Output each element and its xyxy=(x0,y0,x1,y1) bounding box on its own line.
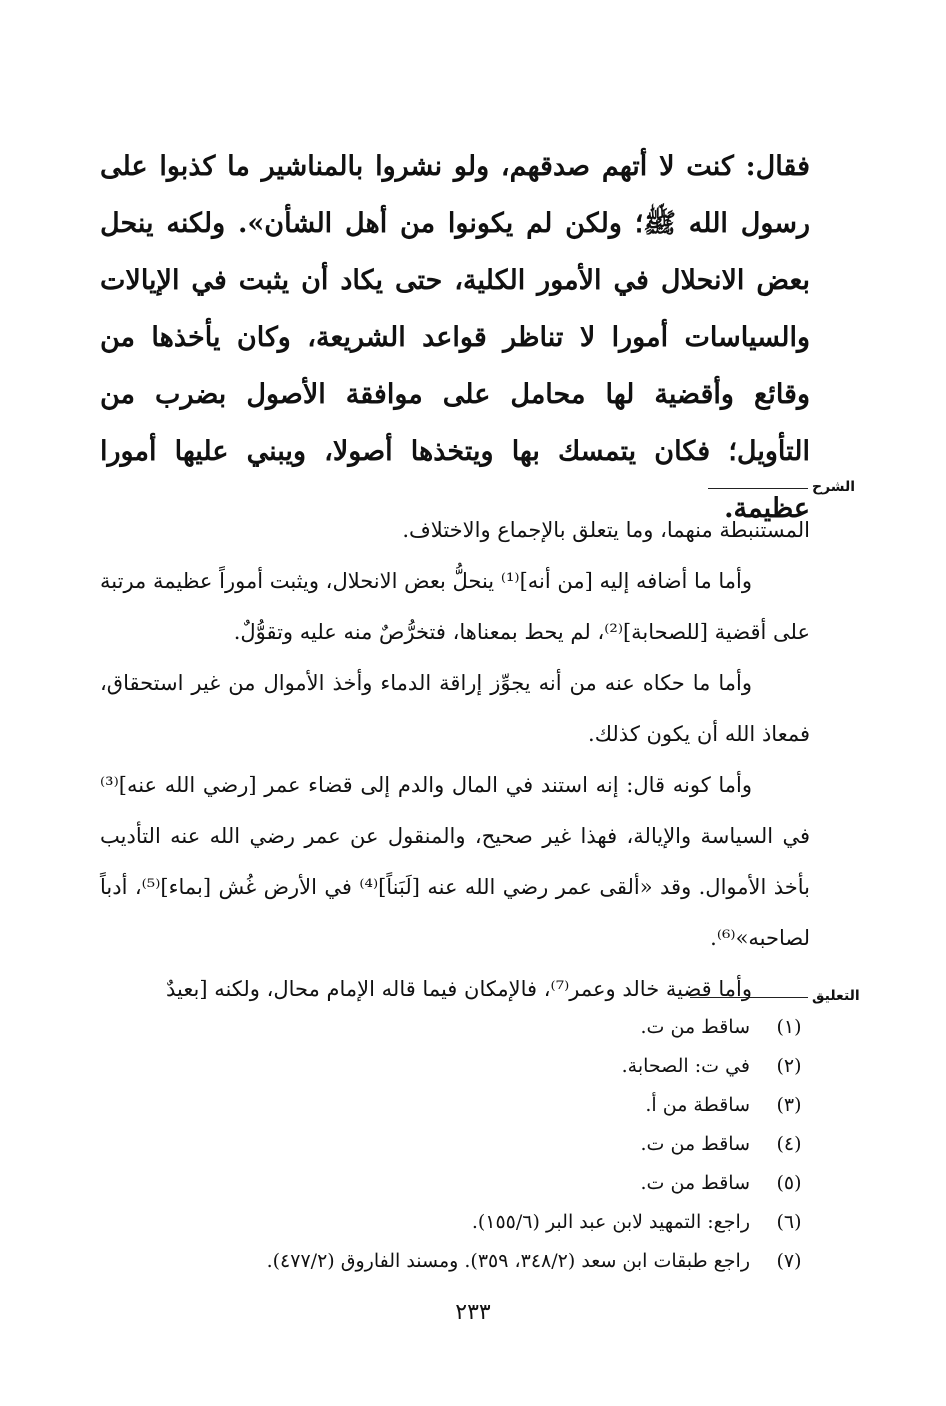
footnote-number: (٥) xyxy=(776,1172,802,1194)
commentary-label: الشرح xyxy=(812,479,856,495)
footnote xyxy=(100,1242,810,1281)
footnote xyxy=(100,1164,810,1203)
footnote xyxy=(100,1086,810,1125)
commentary-paragraph: وأما ما حكاه عنه من أنه يجوِّز إراقة الدماء وأخذ الأموال من غير استحقاق، فمعاذ الله أن يكون كذلك. xyxy=(100,671,810,746)
footnote-text: راجع: التمهيد لابن عبد البر (١٥٥/٦). xyxy=(471,1211,750,1233)
footnotes xyxy=(100,1008,810,1281)
footnote-number: (١) xyxy=(776,1016,802,1038)
page-number: ٢٣٣ xyxy=(455,1300,491,1325)
footnote-number: (٢) xyxy=(776,1055,802,1077)
footnote xyxy=(100,1047,810,1086)
notes-divider xyxy=(690,997,808,998)
commentary xyxy=(100,505,810,1015)
commentary-paragraph: المستنبطة منهما، وما يتعلق بالإجماع والاختلاف. xyxy=(402,518,810,542)
commentary-paragraph: وأما ما أضافه إليه [من أنه]⁽¹⁾ ينحلُّ بعض الانحلال، ويثبت أموراً عظيمة مرتبة على أقضية [للصحابة]⁽²⁾، لم يحط بمعناها، فتخرُّصٌ منه عليه وتقوُّلٌ. xyxy=(100,569,810,644)
footnote-number: (٧) xyxy=(776,1250,802,1272)
footnote-text: ساقط من ت. xyxy=(640,1133,750,1155)
main-text: فقال: كنت لا أتهم صدقهم، ولو نشروا بالمناشير ما كذبوا على رسول الله ﷺ؛ ولكن لم يكونوا من أهل الشأن». ولكنه ينحل بعض الانحلال في الأمور الكلية، حتى يكاد أن يثبت في الإيالات والسياسات أمورا لا تناظر قواعد الشريعة، وكان يأخذها من وقائع وأقضية لها محامل على موافقة الأصول بضرب من التأويل؛ فكان يتمسك بها ويتخذها أصولا، ويبني عليها أمورا عظيمة. xyxy=(100,151,810,524)
commentary-divider xyxy=(708,488,808,489)
footnote-text: ساقط من ت. xyxy=(640,1172,750,1194)
footnote-number: (٦) xyxy=(776,1211,802,1233)
footnote xyxy=(100,1125,810,1164)
commentary-paragraph: وأما كونه قال: إنه استند في المال والدم إلى قضاء عمر [رضي الله عنه]⁽³⁾ في السياسة والإيالة، فهذا غير صحيح، والمنقول عن عمر رضي الله عنه التأديب بأخذ الأموال. وقد «ألقى عمر رضي الله عنه [لَبَناً]⁽⁴⁾ في الأرض غُش [بماء]⁽⁵⁾، أدباً لصاحبه»⁽⁶⁾. xyxy=(100,773,810,950)
footnote-text: ساقطة من أ. xyxy=(645,1094,750,1116)
footnote-text: في ت: الصحابة. xyxy=(621,1055,750,1077)
commentary-paragraph: وأما قضية خالد وعمر⁽⁷⁾، فالإمكان فيما قاله الإمام محال، ولكنه [بعيدٌ xyxy=(166,977,752,1001)
footnote xyxy=(100,1203,810,1242)
footnote-text: ساقط من ت. xyxy=(640,1016,750,1038)
notes-label: التعليق xyxy=(812,988,860,1004)
footnote-text: راجع طبقات ابن سعد (٣٤٨/٢، ٣٥٩). ومسند الفاروق (٤٧٧/٢). xyxy=(266,1250,750,1272)
footnote xyxy=(100,1008,810,1047)
footnote-number: (٣) xyxy=(776,1094,802,1116)
footnote-number: (٤) xyxy=(776,1133,802,1155)
